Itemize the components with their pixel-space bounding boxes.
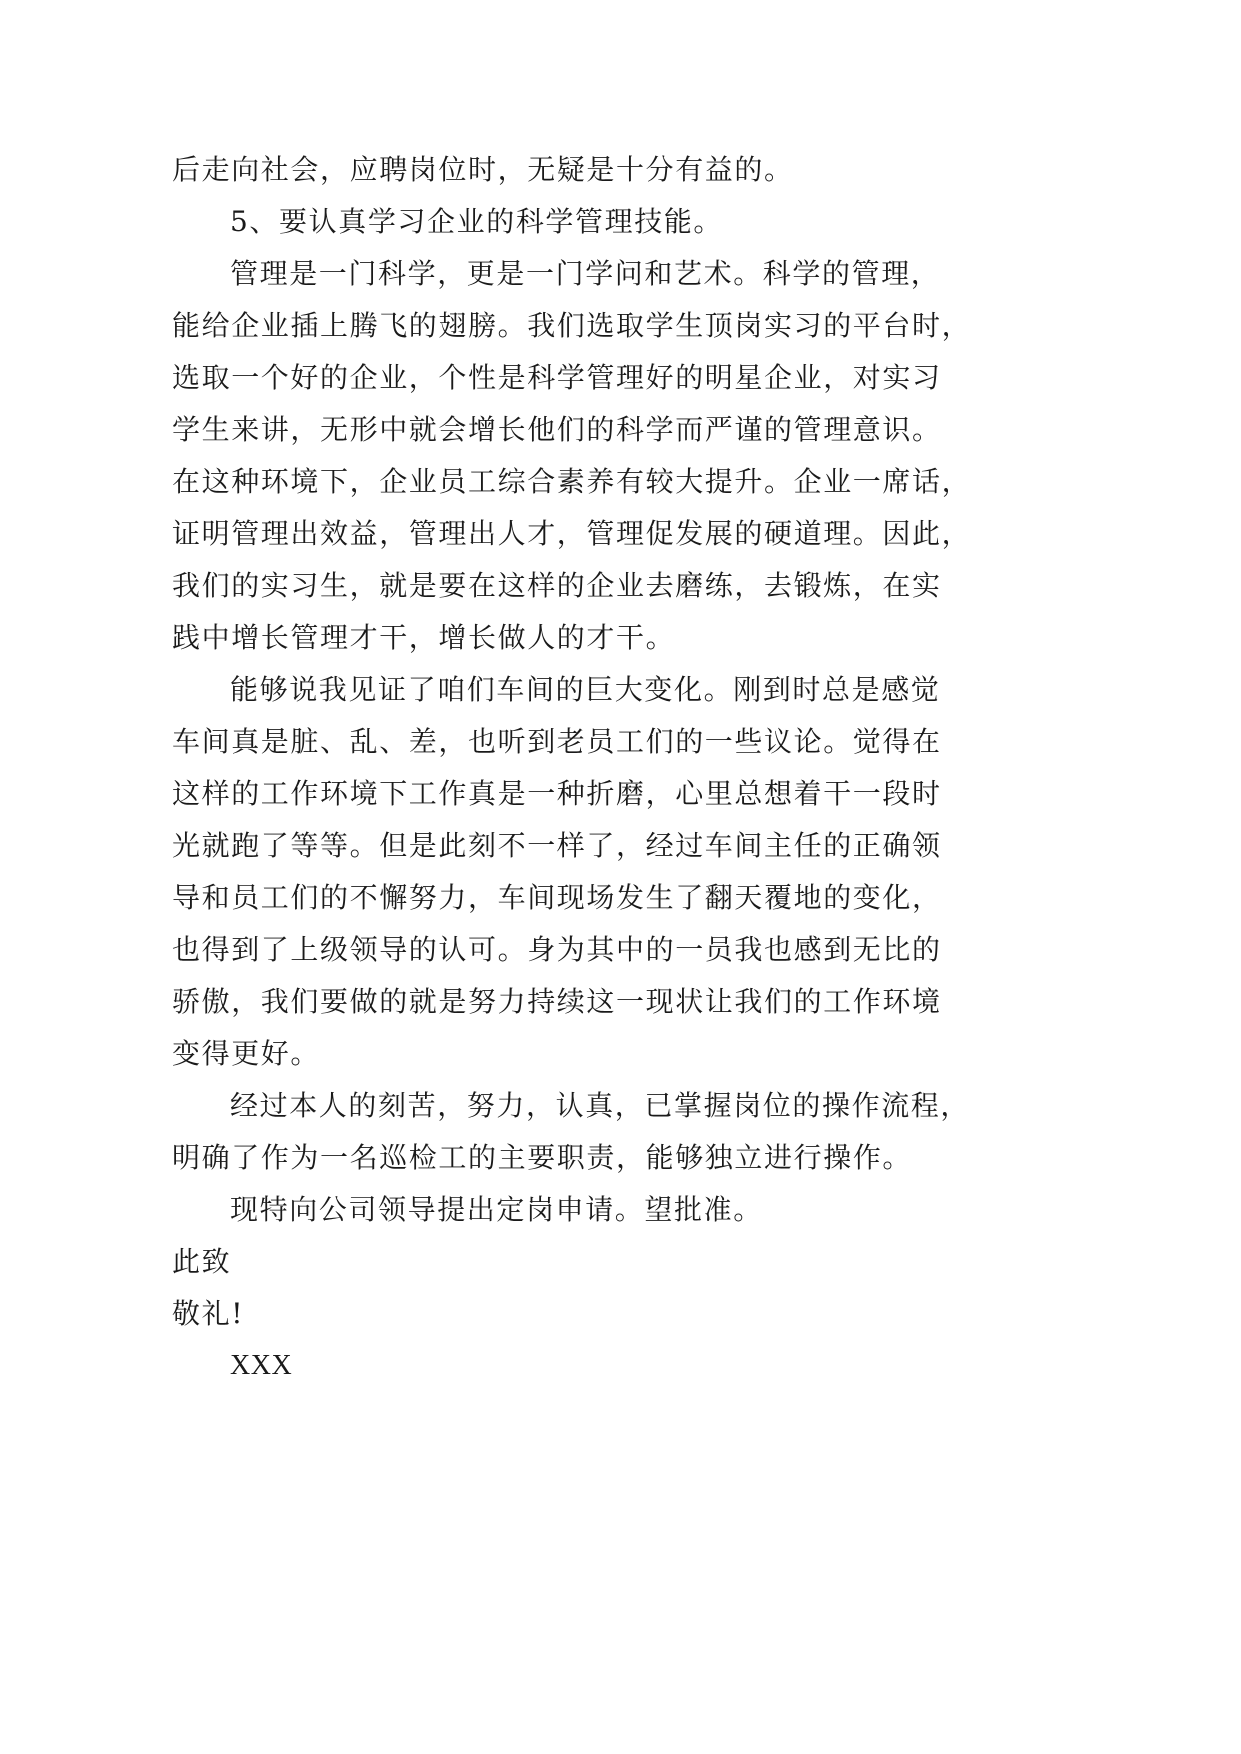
text-line: 现特向公司领导提出定岗申请。望批准。	[230, 1193, 763, 1226]
signature-text: XXX	[230, 1350, 293, 1381]
salutation-text: 敬礼!	[172, 1297, 245, 1330]
text-line: 也得到了上级领导的认可。身为其中的一员我也感到无比的	[172, 933, 942, 966]
paragraph	[172, 144, 1052, 196]
paragraph	[172, 248, 1052, 664]
text-line: 选取一个好的企业，个性是科学管理好的明星企业，对实习	[172, 361, 942, 394]
text-line: 光就跑了等等。但是此刻不一样了，经过车间主任的正确领	[172, 829, 942, 862]
closing-text: 此致	[172, 1245, 232, 1278]
text-line: 导和员工们的不懈努力，车间现场发生了翻天覆地的变化，	[172, 881, 942, 914]
text-line: 变得更好。	[172, 1037, 321, 1070]
text-line: 经过本人的刻苦，努力，认真，已掌握岗位的操作流程，	[230, 1089, 971, 1122]
document-body	[172, 144, 1052, 1392]
text-line: 管理是一门科学，更是一门学问和艺术。科学的管理，	[230, 257, 941, 290]
closing	[172, 1236, 1052, 1288]
section-heading	[172, 196, 1052, 248]
salutation	[172, 1288, 1052, 1340]
text-line: 能够说我见证了咱们车间的巨大变化。刚到时总是感觉	[230, 673, 941, 706]
signature	[172, 1340, 1052, 1392]
text-line: 学生来讲，无形中就会增长他们的科学而严谨的管理意识。	[172, 413, 942, 446]
text-line: 骄傲，我们要做的就是努力持续这一现状让我们的工作环境	[172, 985, 942, 1018]
paragraph	[172, 1184, 1052, 1236]
text-line: 这样的工作环境下工作真是一种折磨，心里总想着干一段时	[172, 777, 942, 810]
text-line: 明确了作为一名巡检工的主要职责，能够独立进行操作。	[172, 1141, 913, 1174]
text-line: 5、要认真学习企业的科学管理技能。	[230, 205, 724, 238]
paragraph	[172, 1080, 1052, 1184]
text-line: 在这种环境下，企业员工综合素养有较大提升。企业一席话，	[172, 465, 972, 498]
text-line: 我们的实习生，就是要在这样的企业去磨练，去锻炼，在实	[172, 569, 942, 602]
text-line: 后走向社会，应聘岗位时，无疑是十分有益的。	[172, 153, 794, 186]
text-line: 能给企业插上腾飞的翅膀。我们选取学生顶岗实习的平台时，	[172, 309, 972, 342]
text-line: 证明管理出效益，管理出人才，管理促发展的硬道理。因此，	[172, 517, 972, 550]
text-line: 车间真是脏、乱、差，也听到老员工们的一些议论。觉得在	[172, 725, 942, 758]
text-line: 践中增长管理才干，增长做人的才干。	[172, 621, 676, 654]
paragraph	[172, 664, 1052, 1080]
